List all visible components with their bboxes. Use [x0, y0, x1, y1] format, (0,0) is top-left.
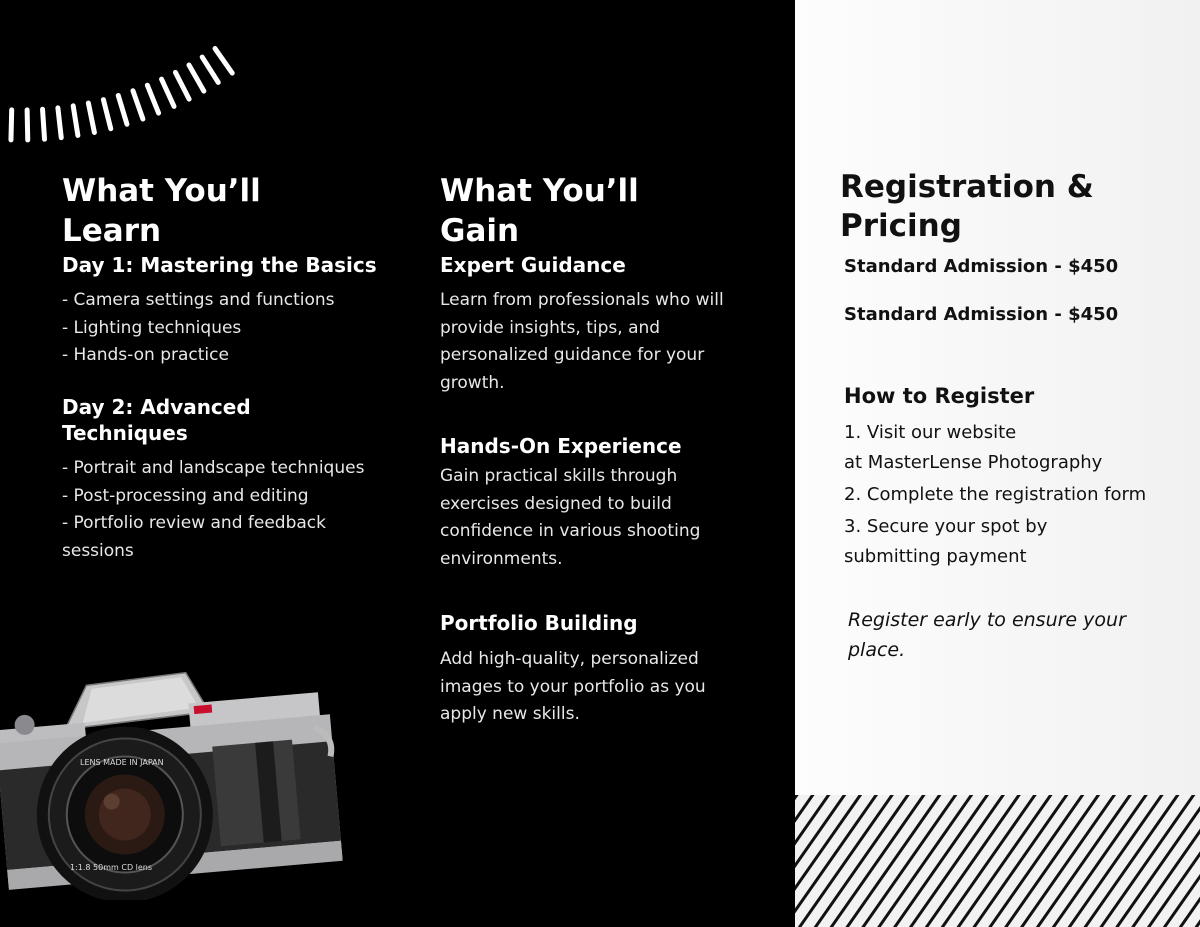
list-item: 1. Visit our website	[844, 422, 1017, 443]
day2-heading: Day 2: Advanced Techniques	[62, 395, 251, 445]
expert-guidance-heading: Expert Guidance	[440, 253, 626, 277]
dial-tick	[58, 108, 61, 138]
dial-tick	[133, 91, 143, 119]
day1-list	[62, 287, 402, 370]
dial-tick	[88, 103, 94, 132]
price-standard-2: Standard Admission - $450	[844, 304, 1119, 325]
list-item: - Hands-on practice	[62, 345, 229, 365]
dial-tick	[43, 109, 45, 139]
list-item: - Camera settings and functions	[62, 290, 335, 310]
list-item: - Lighting techniques	[62, 317, 242, 338]
list-item: - Portrait and landscape techniques	[62, 458, 365, 478]
dial-tick	[73, 106, 78, 136]
dial-tick	[202, 57, 218, 82]
light-panel	[795, 0, 1200, 927]
dial-tick	[189, 65, 204, 91]
list-item: at MasterLense Photography	[844, 452, 1103, 473]
register-steps	[844, 418, 1194, 572]
list-item: - Portfolio review and feedback	[62, 513, 326, 533]
list-item: sessions	[62, 540, 134, 561]
list-item: 2. Complete the registration form	[844, 484, 1147, 505]
camera-image	[0, 660, 350, 900]
dial-tick	[103, 100, 110, 129]
portfolio-heading: Portfolio Building	[440, 611, 638, 635]
lens-text-bottom: 1:1.8 50mm CD lens	[70, 863, 153, 872]
expert-guidance-text: Learn from professionals who will provide insights, tips, and personalized guidance for your growth.	[440, 290, 724, 393]
learn-title: What You’ll Learn	[62, 173, 261, 249]
price-standard-1: Standard Admission - $450	[844, 256, 1119, 277]
portfolio-text: Add high-quality, personalized images to your portfolio as you apply new skills.	[440, 649, 706, 724]
dial-tick	[118, 95, 127, 124]
register-early-note: Register early to ensure your place.	[848, 609, 1126, 661]
hands-on-heading: Hands-On Experience	[440, 434, 682, 458]
dial-tick	[11, 110, 12, 140]
dial-tick	[27, 110, 28, 140]
list-item: submitting payment	[844, 546, 1027, 567]
how-to-register-heading: How to Register	[844, 384, 1035, 408]
dial-ticks-decoration	[0, 0, 320, 160]
dial-tick	[215, 49, 232, 74]
day1-heading: Day 1: Mastering the Basics	[62, 253, 377, 277]
lens-text-top: LENS MADE IN JAPAN	[80, 758, 164, 767]
learn-column	[62, 171, 402, 251]
dial-tick	[175, 72, 189, 99]
day2-list	[62, 455, 402, 565]
dial-tick	[162, 79, 174, 106]
gain-title: What You’ll Gain	[440, 173, 639, 249]
dial-tick	[147, 85, 158, 113]
hands-on-text: Gain practical skills through exercises designed to build confidence in various shooting environments.	[440, 466, 701, 569]
diagonal-stripes-decoration	[795, 795, 1200, 927]
list-item: - Post-processing and editing	[62, 485, 309, 506]
list-item: 3. Secure your spot by	[844, 516, 1048, 537]
registration-title: Registration & Pricing	[840, 169, 1094, 244]
